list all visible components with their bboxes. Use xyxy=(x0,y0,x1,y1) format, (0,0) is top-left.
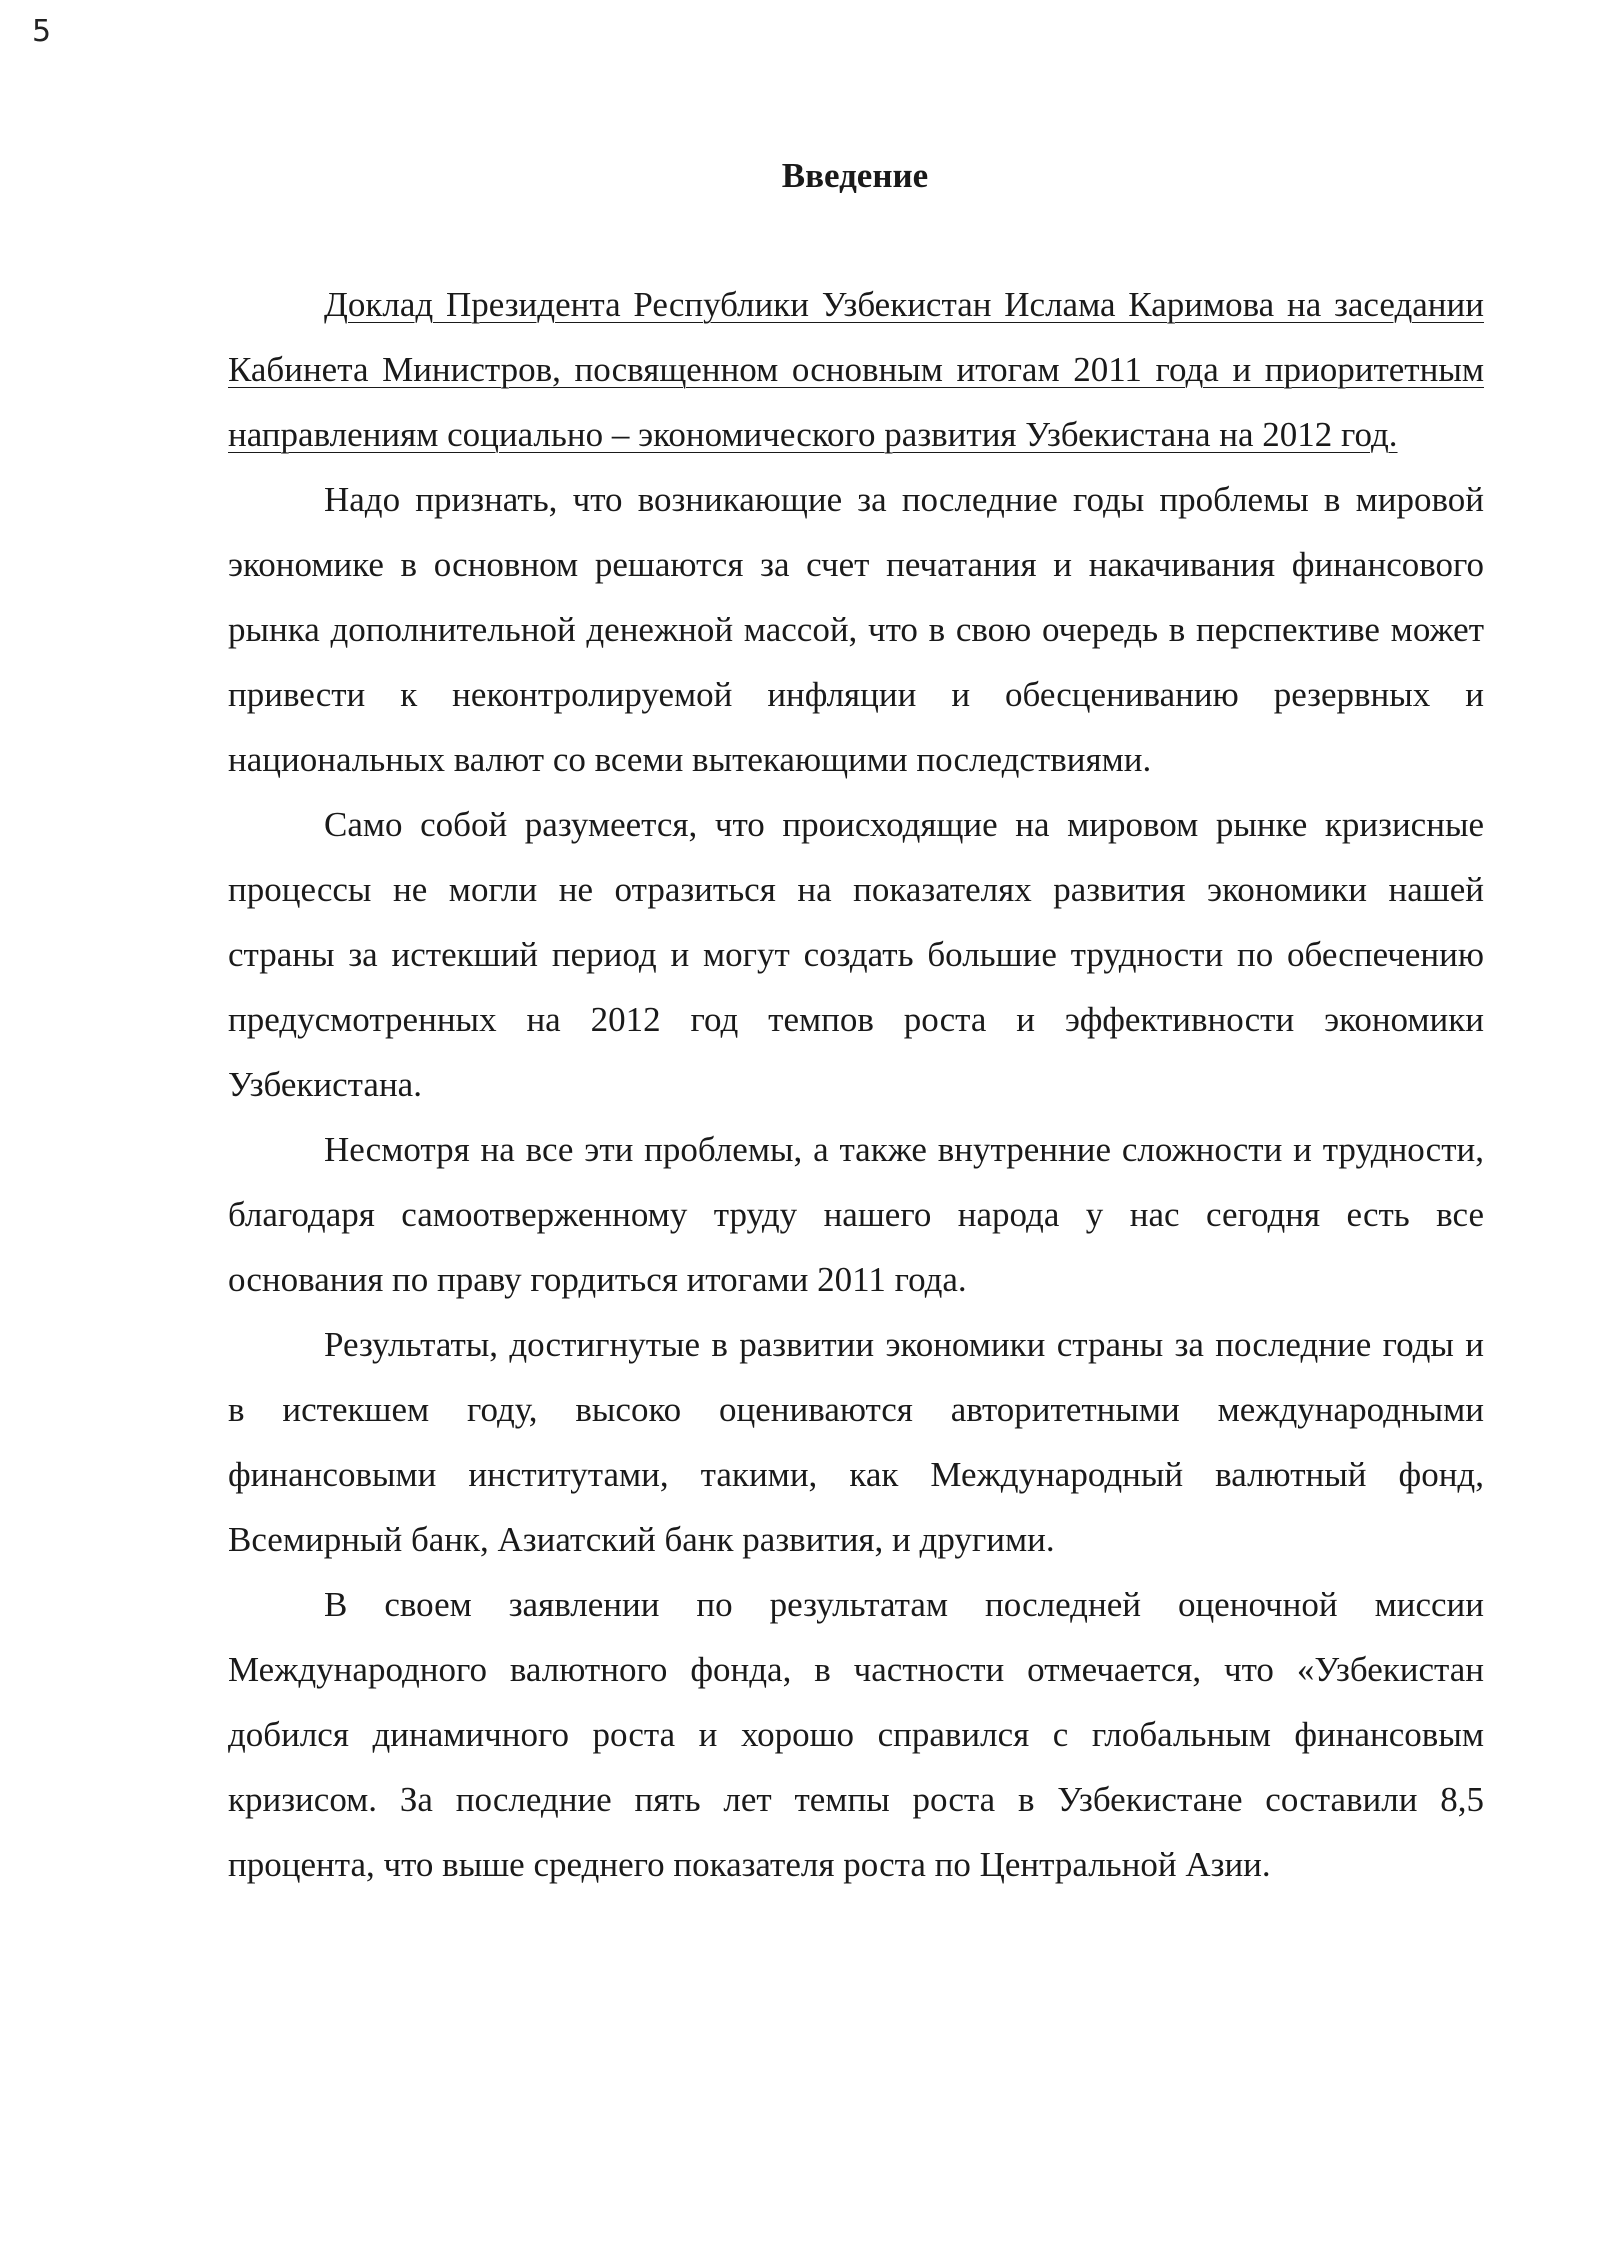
document-body xyxy=(228,272,1484,1897)
paragraph: Надо признать, что возникающие за последние годы проблемы в мировой экономике в основном решаются за счет печатания и накачивания финансового рынка дополнительной денежной массой, что в свою очередь в перспективе может привести к неконтролируемой инфляции и обесцениванию резервных и национальных валют со всеми вытекающими последствиями. xyxy=(228,480,1484,779)
page-number: 5 xyxy=(32,14,52,49)
paragraph: Несмотря на все эти проблемы, а также внутренние сложности и трудности, благодаря самоотверженному труду нашего народа у нас сегодня есть все основания по праву гордиться итогами 2011 года. xyxy=(228,1130,1484,1299)
page-title: Введение xyxy=(781,156,929,195)
paragraph-report-reference[interactable]: Доклад Президента Республики Узбекистан Ислама Каримова на заседании Кабинета Министров, посвященном основным итогам 2011 года и приоритетным направлениям социально – экономического развития Узбекистана на 2012 год. xyxy=(228,285,1484,454)
paragraph: Результаты, достигнутые в развитии экономики страны за последние годы и в истекшем году, высоко оцениваются авторитетными международными финансовыми институтами, такими, как Международный валютный фонд, Всемирный банк, Азиатский банк развития, и другими. xyxy=(228,1325,1484,1559)
paragraph: Само собой разумеется, что происходящие на мировом рынке кризисные процессы не могли не отразиться на показателях развития экономики нашей страны за истекший период и могут создать большие трудности по обеспечению предусмотренных на 2012 год темпов роста и эффективности экономики Узбекистана. xyxy=(228,805,1484,1104)
paragraph: В своем заявлении по результатам последней оценочной миссии Международного валютного фонда, в частности отмечается, что «Узбекистан добился динамичного роста и хорошо справился с глобальным финансовым кризисом. За последние пять лет темпы роста в Узбекистане составили 8,5 процента, что выше среднего показателя роста по Центральной Азии. xyxy=(228,1585,1484,1884)
